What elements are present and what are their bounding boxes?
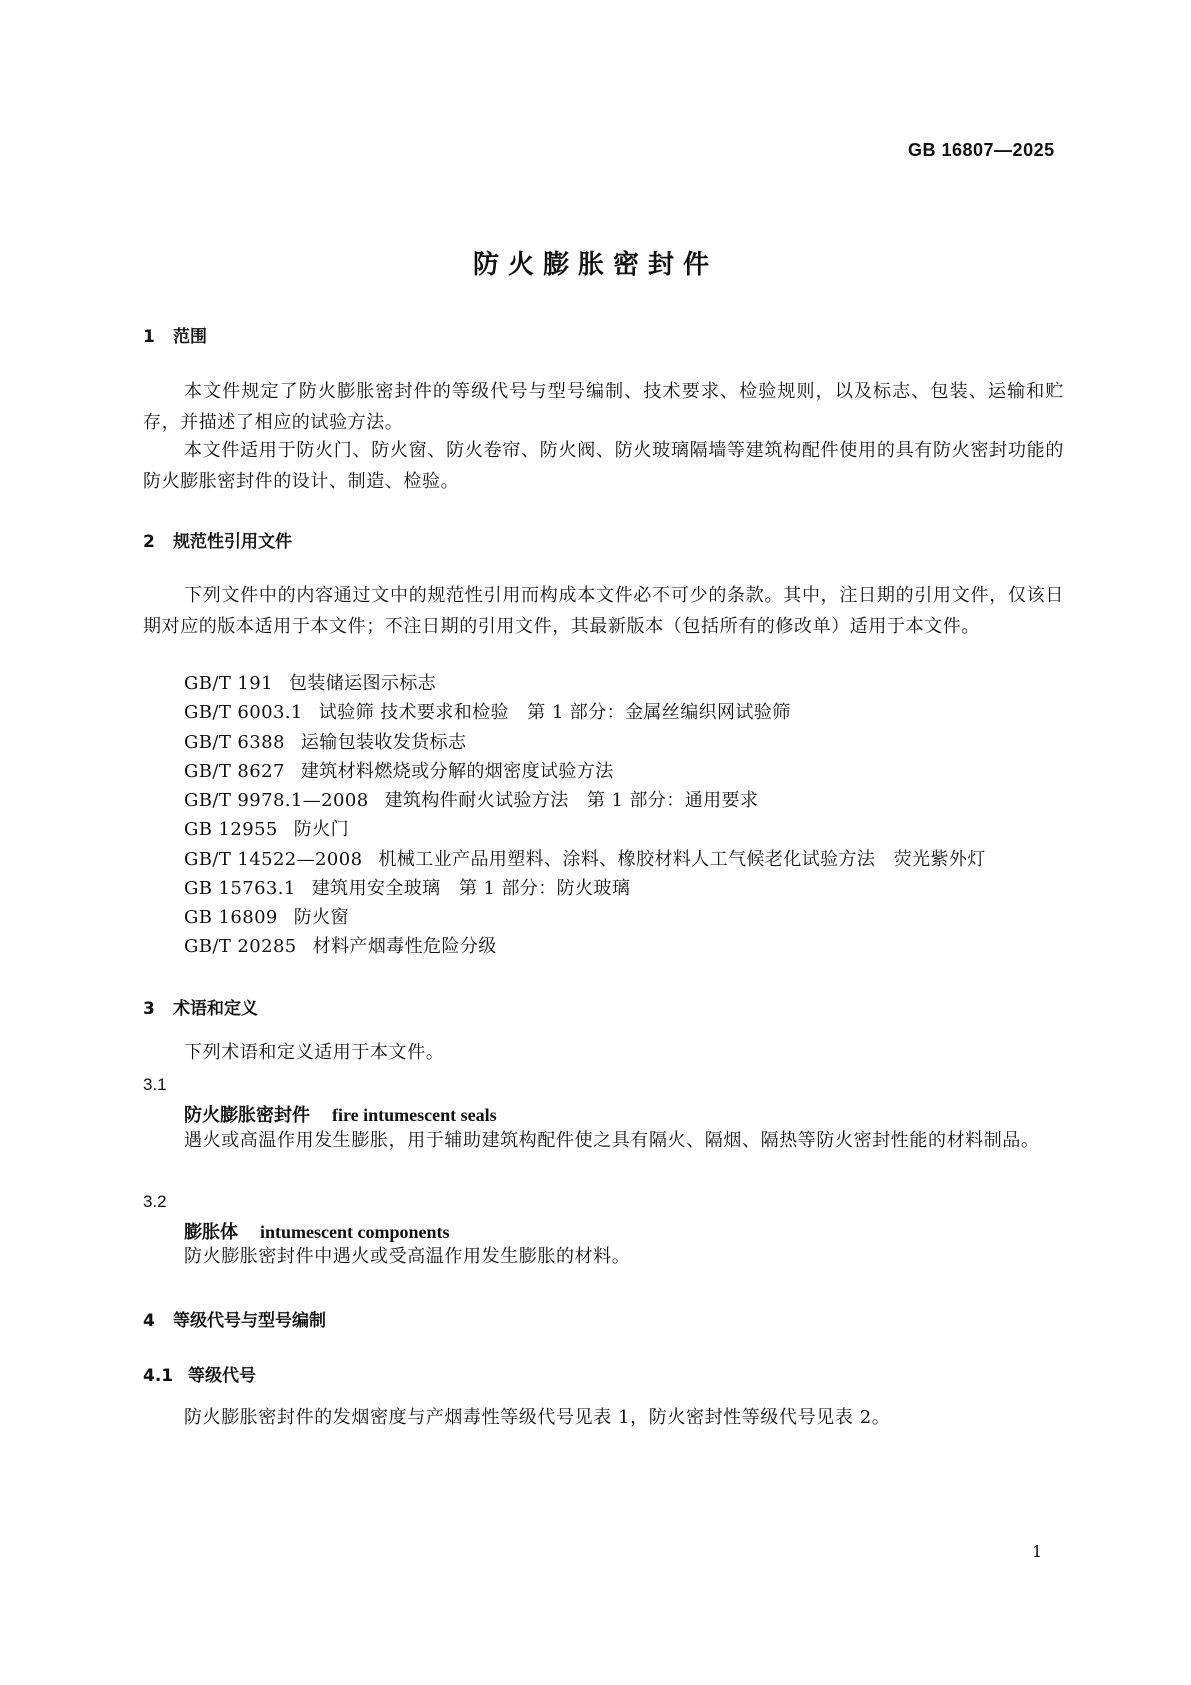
reference-item [184, 785, 758, 816]
reference-title: 材料产烟毒性危险分级 [312, 936, 497, 957]
reference-title: 建筑用安全玻璃 第 1 部分：防火玻璃 [311, 878, 631, 899]
section-4-heading [143, 1306, 326, 1331]
reference-title: 机械工业产品用塑料、涂料、橡胶材料人工气候老化试验方法 荧光紫外灯 [378, 849, 986, 870]
reference-item [184, 873, 630, 904]
term-number: 3.1 [143, 1075, 167, 1094]
reference-item [184, 756, 614, 787]
reference-code: GB/T 14522—2008 [184, 849, 363, 870]
section-4-1-paragraph: 防火膨胀密封件的发烟密度与产烟毒性等级代号见表 1，防火密封性等级代号见表 2。 [184, 1407, 891, 1428]
section-title: 等级代号 [188, 1366, 256, 1386]
section-1-paragraph-2: 本文件适用于防火门、防火窗、防火卷帘、防火阀、防火玻璃隔墙等建筑构配件使用的具有防火密封功能的防火膨胀密封件的设计、制造、检验。 [143, 440, 1064, 492]
section-number: 4 [143, 1311, 155, 1331]
reference-code: GB 16809 [184, 907, 278, 928]
term-en: intumescent components [260, 1222, 450, 1242]
reference-item [184, 697, 791, 728]
reference-title: 防火窗 [293, 907, 349, 928]
section-number: 4.1 [143, 1366, 174, 1386]
section-number: 3 [143, 999, 155, 1019]
reference-item [184, 844, 986, 875]
section-number: 2 [143, 532, 155, 552]
reference-code: GB/T 6388 [184, 732, 285, 753]
reference-title: 试验筛 技术要求和检验 第 1 部分：金属丝编织网试验筛 [318, 702, 791, 723]
reference-item [184, 902, 349, 933]
section-2-intro: 下列文件中的内容通过文中的规范性引用而构成本文件必不可少的条款。其中，注日期的引用文件，仅该日期对应的版本适用于本文件；不注日期的引用文件，其最新版本（包括所有的修改单）适用于本文件。 [143, 585, 1064, 637]
section-1-heading [143, 322, 207, 347]
section-4-1-heading [143, 1361, 256, 1386]
reference-code: GB/T 20285 [184, 936, 297, 957]
term-definition: 防火膨胀密封件中遇火或受高温作用发生膨胀的材料。 [184, 1246, 631, 1267]
section-title: 规范性引用文件 [173, 532, 292, 552]
reference-item [184, 931, 497, 962]
reference-code: GB/T 6003.1 [184, 702, 303, 723]
reference-item [184, 727, 466, 758]
section-3-heading [143, 994, 258, 1019]
reference-code: GB 12955 [184, 819, 278, 840]
term-zh: 防火膨胀密封件 [184, 1105, 310, 1126]
reference-item [184, 814, 349, 845]
section-title: 范围 [173, 327, 207, 347]
term-heading [184, 1101, 497, 1127]
section-3-intro: 下列术语和定义适用于本文件。 [184, 1042, 445, 1063]
term-zh: 膨胀体 [184, 1222, 238, 1243]
reference-title: 运输包装收发货标志 [300, 732, 467, 753]
term-definition: 遇火或高温作用发生膨胀，用于辅助建筑构配件使之具有隔火、隔烟、隔热等防火密封性能的材料制品。 [184, 1130, 1040, 1151]
reference-item [184, 668, 436, 699]
standard-code: GB 16807—2025 [908, 140, 1055, 160]
document-title: 防火膨胀密封件 [472, 250, 718, 280]
section-1-paragraph-1: 本文件规定了防火膨胀密封件的等级代号与型号编制、技术要求、检验规则，以及标志、包装、运输和贮存，并描述了相应的试验方法。 [143, 381, 1064, 433]
reference-title: 建筑材料燃烧或分解的烟密度试验方法 [300, 761, 614, 782]
section-number: 1 [143, 327, 155, 347]
page-number: 1 [1032, 1542, 1043, 1561]
reference-code: GB/T 9978.1—2008 [184, 790, 369, 811]
term-en: fire intumescent seals [332, 1105, 497, 1125]
section-2-heading [143, 527, 292, 552]
reference-code: GB/T 8627 [184, 761, 285, 782]
section-title: 等级代号与型号编制 [173, 1311, 326, 1331]
reference-title: 包装储运图示标志 [288, 673, 437, 694]
reference-title: 防火门 [293, 819, 349, 840]
reference-code: GB/T 191 [184, 673, 273, 694]
section-title: 术语和定义 [173, 999, 258, 1019]
term-number: 3.2 [143, 1192, 167, 1211]
reference-code: GB 15763.1 [184, 878, 296, 899]
reference-title: 建筑构件耐火试验方法 第 1 部分：通用要求 [384, 790, 759, 811]
